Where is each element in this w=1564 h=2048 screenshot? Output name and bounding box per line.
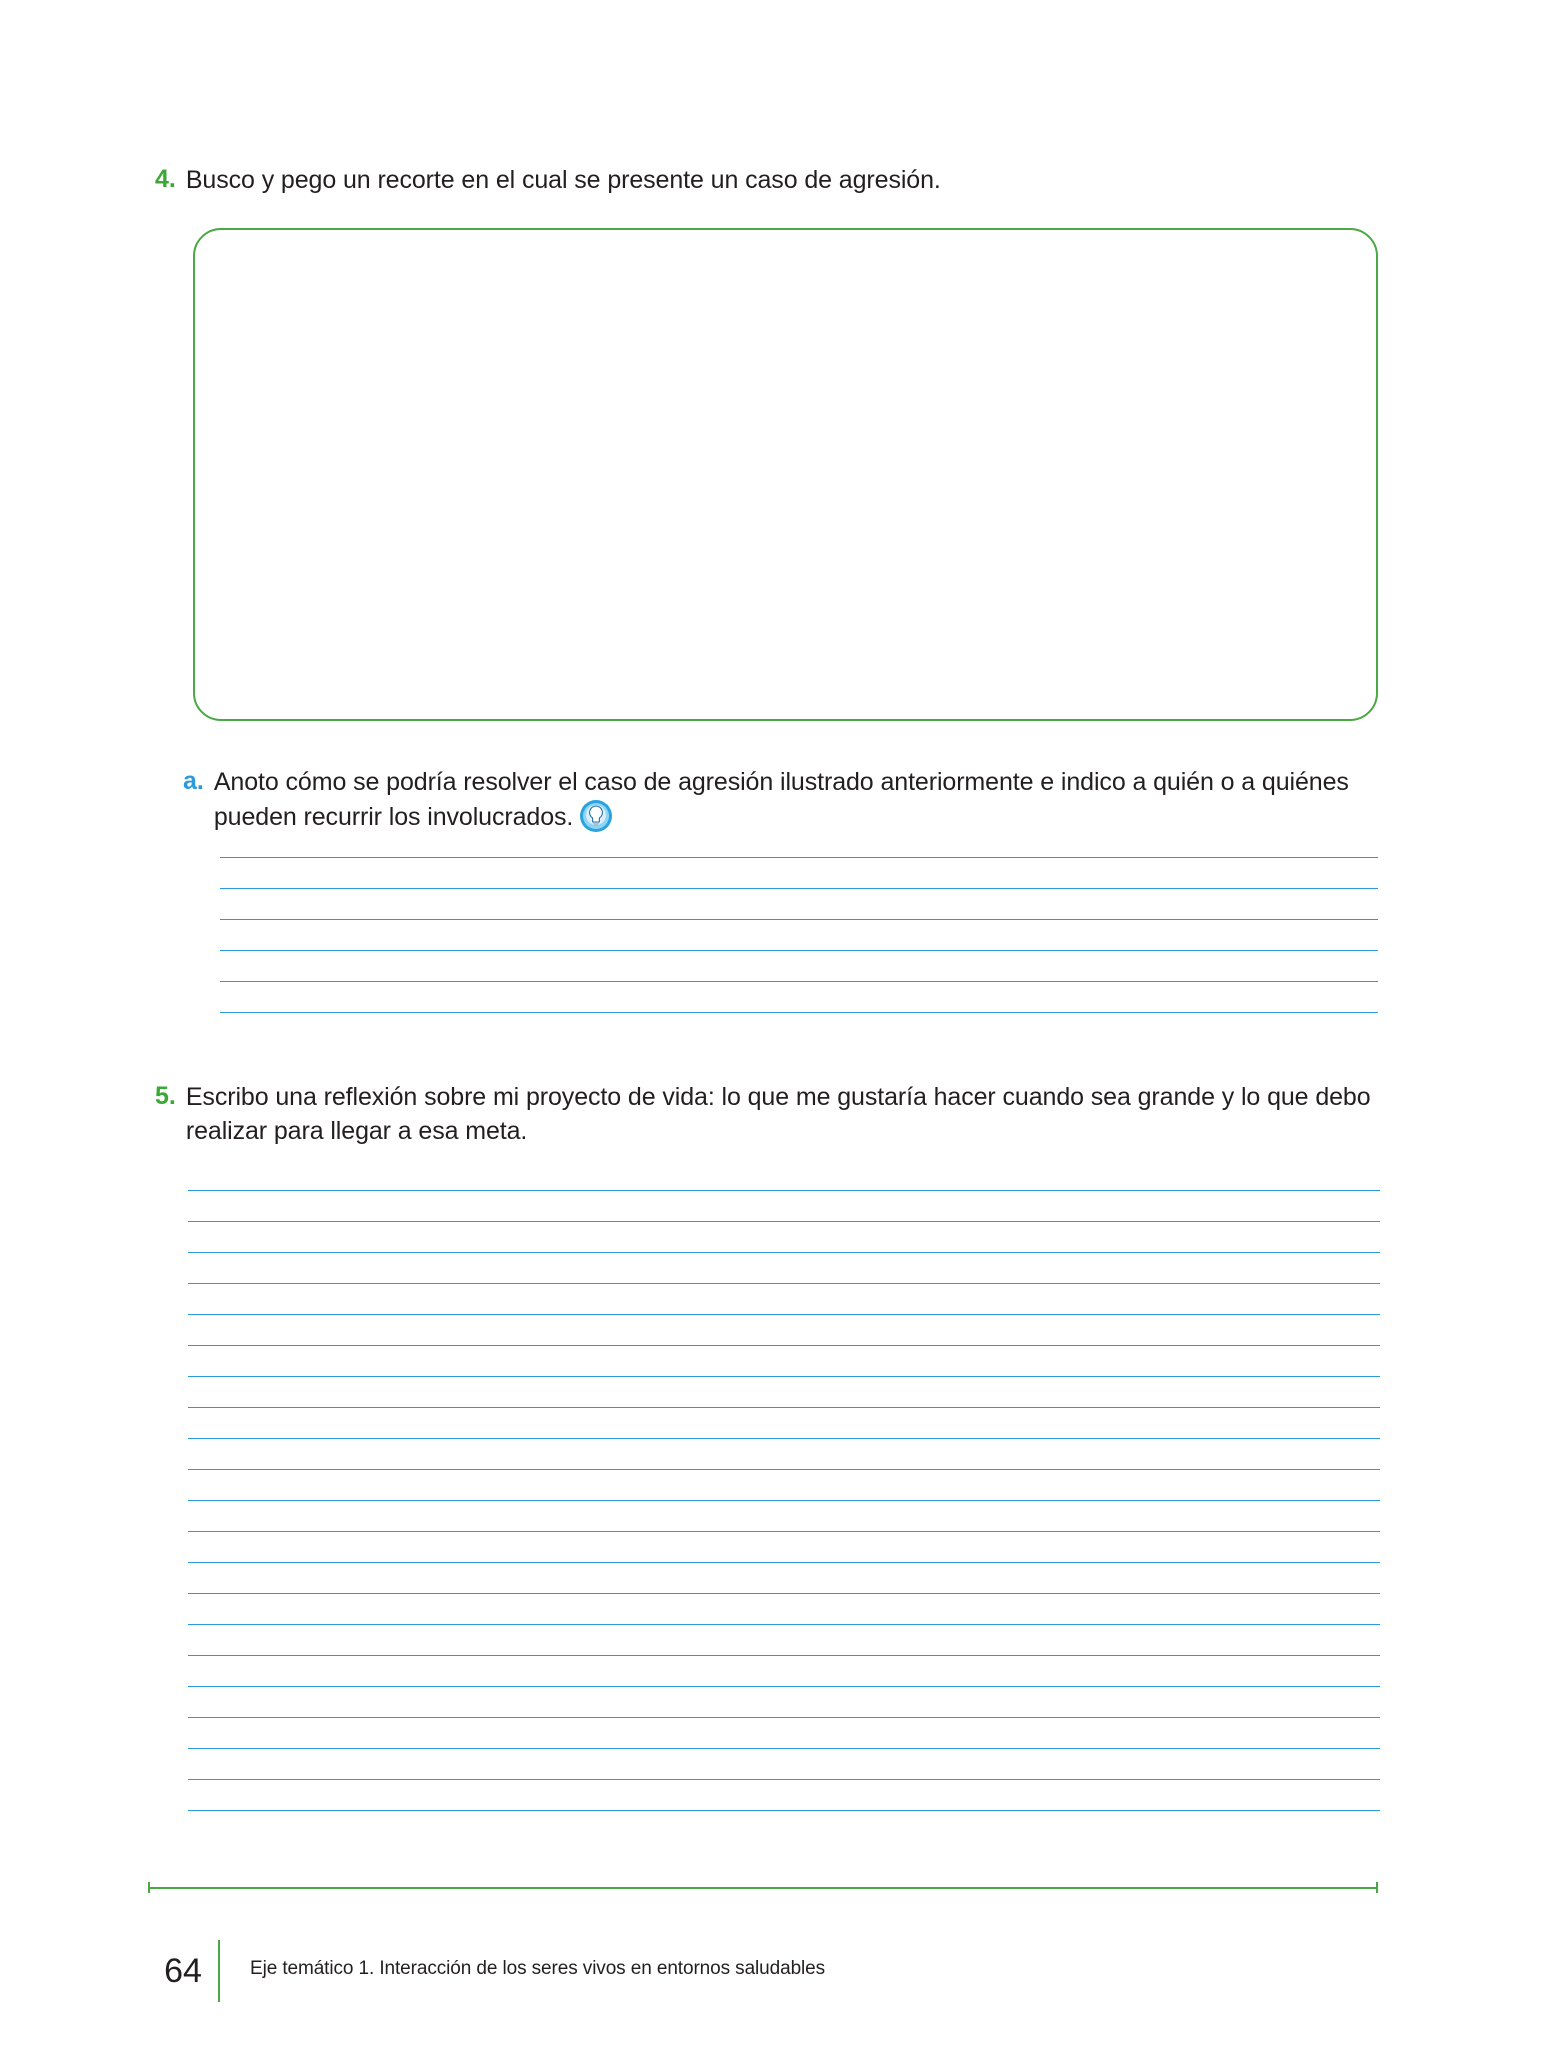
write-line[interactable] xyxy=(220,888,1378,889)
write-line[interactable] xyxy=(188,1376,1380,1377)
exercise-letter: a. xyxy=(183,767,204,795)
page-number: 64 xyxy=(164,1952,202,1990)
exercise-text: Anoto cómo se podría resolver el caso de agresión ilustrado anteriormente e indico a quién o a quiénes pueden recurrir los involucrados. xyxy=(213,768,1349,831)
write-line[interactable] xyxy=(220,950,1378,951)
write-line[interactable] xyxy=(188,1438,1380,1439)
exercise-number: 4. xyxy=(155,165,176,193)
write-line[interactable] xyxy=(188,1469,1380,1470)
write-line[interactable] xyxy=(188,1717,1380,1718)
exercise-5 xyxy=(155,1080,1390,1148)
write-line[interactable] xyxy=(188,1593,1380,1594)
lightbulb-icon xyxy=(579,799,613,833)
write-line[interactable] xyxy=(188,1624,1380,1625)
write-line[interactable] xyxy=(188,1252,1380,1253)
write-line[interactable] xyxy=(188,1407,1380,1408)
write-line[interactable] xyxy=(188,1562,1380,1563)
write-line[interactable] xyxy=(188,1779,1380,1780)
exercise-number: 5. xyxy=(155,1082,176,1110)
exercise-text: Escribo una reflexión sobre mi proyecto de vida: lo que me gustaría hacer cuando sea grande y lo que debo realizar para llegar a esa meta. xyxy=(185,1083,1371,1145)
write-line[interactable] xyxy=(188,1283,1380,1284)
write-line[interactable] xyxy=(188,1345,1380,1346)
write-line[interactable] xyxy=(220,981,1378,982)
page-number-container xyxy=(148,1940,220,2002)
paste-clipping-box[interactable] xyxy=(193,228,1378,721)
answer-lines-4a[interactable] xyxy=(220,857,1378,1013)
exercise-4 xyxy=(155,163,1385,197)
exercise-4a xyxy=(183,765,1383,834)
footer-divider xyxy=(148,1887,1378,1889)
write-line[interactable] xyxy=(220,1012,1378,1013)
exercise-text: Busco y pego un recorte en el cual se presente un caso de agresión. xyxy=(185,166,941,194)
write-line[interactable] xyxy=(188,1531,1380,1532)
footer-text: Eje temático 1. Interacción de los seres vivos en entornos saludables xyxy=(250,1958,826,1979)
write-line[interactable] xyxy=(220,919,1378,920)
write-line[interactable] xyxy=(188,1221,1380,1222)
write-line[interactable] xyxy=(188,1314,1380,1315)
write-line[interactable] xyxy=(188,1655,1380,1656)
write-line[interactable] xyxy=(220,857,1378,858)
answer-lines-5[interactable] xyxy=(188,1190,1380,1811)
write-line[interactable] xyxy=(188,1748,1380,1749)
write-line[interactable] xyxy=(188,1810,1380,1811)
write-line[interactable] xyxy=(188,1190,1380,1191)
write-line[interactable] xyxy=(188,1686,1380,1687)
write-line[interactable] xyxy=(188,1500,1380,1501)
